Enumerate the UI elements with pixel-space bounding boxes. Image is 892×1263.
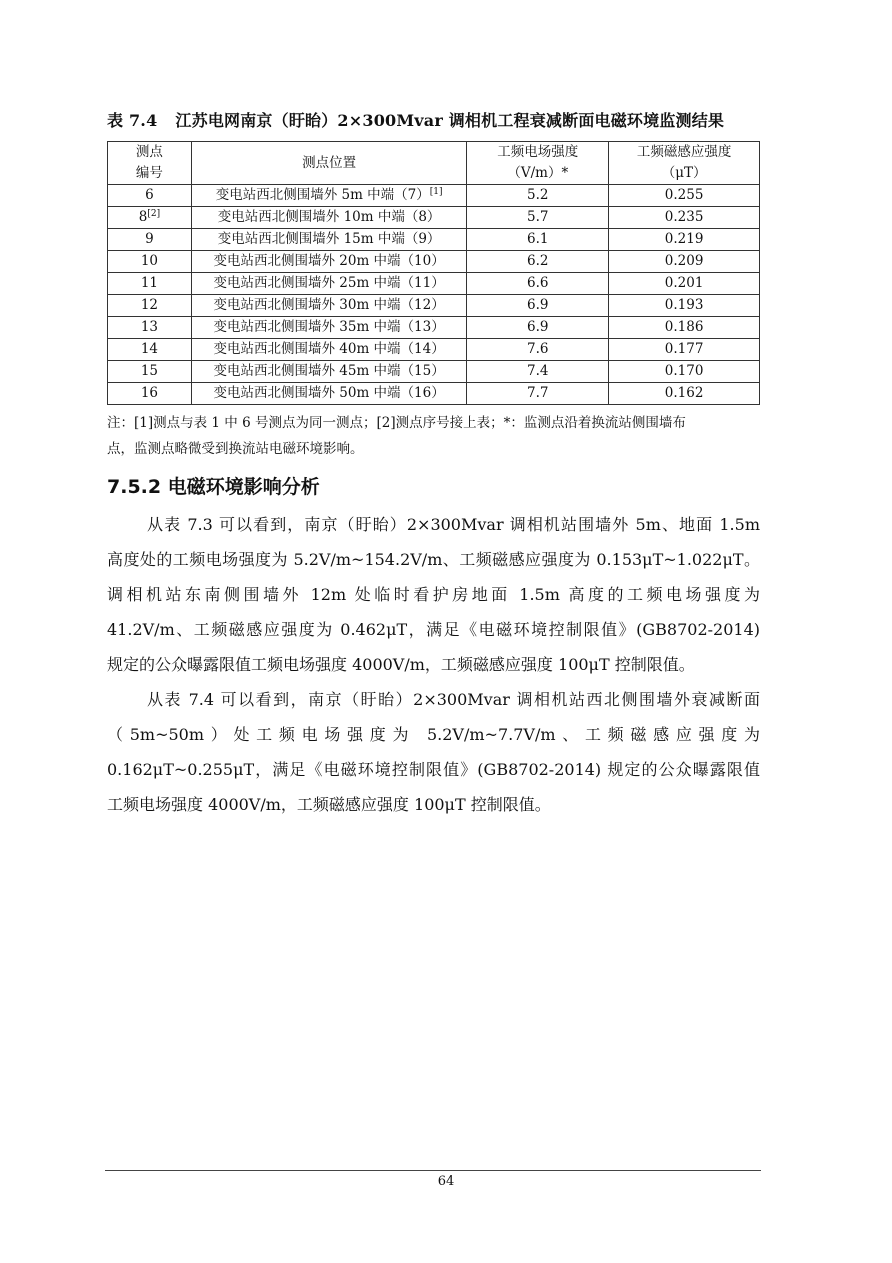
cell-e-field: 7.6 (467, 339, 609, 361)
cell-point-no: 9 (108, 229, 192, 251)
cell-e-field: 6.9 (467, 317, 609, 339)
table-note: 注：[1]测点与表 1 中 6 号测点为同一测点；[2]测点序号接上表；*：监测点沿着换流站侧围墙布 点，监测点略微受到换流站电磁环境影响。 (107, 415, 686, 457)
cell-b-field: 0.193 (609, 295, 760, 317)
cell-e-field: 6.2 (467, 251, 609, 273)
cell-point-no: 8[2] (108, 207, 192, 229)
cell-e-field: 5.7 (467, 207, 609, 229)
paragraph-line: 从表 7.4 可以看到，南京（盱眙）2×300Mvar 调相机站西北侧围墙外衰减断面 (147, 690, 760, 709)
table-body (108, 185, 760, 405)
paragraph-line: 工频电场强度 4000V/m，工频磁感应强度 100μT 控制限值。 (107, 795, 551, 814)
cell-e-field: 6.9 (467, 295, 609, 317)
header-point-no: 测点 编号 (108, 142, 192, 185)
paragraph-line: 高度处的工频电场强度为 5.2V/m~154.2V/m、工频磁感应强度为 0.153μT~1.022μT。 (107, 550, 760, 569)
paragraph-1 (107, 507, 760, 682)
cell-point-no: 15 (108, 361, 192, 383)
cell-location: 变电站西北侧围墙外 50m 中端（16） (191, 383, 467, 405)
header-b-field: 工频磁感应强度 （μT） (609, 142, 760, 185)
table-row (108, 185, 760, 207)
table-row (108, 339, 760, 361)
cell-point-no: 11 (108, 273, 192, 295)
cell-b-field: 0.201 (609, 273, 760, 295)
cell-e-field: 6.6 (467, 273, 609, 295)
cell-location: 变电站西北侧围墙外 40m 中端（14） (191, 339, 467, 361)
cell-e-field: 7.7 (467, 383, 609, 405)
monitoring-results-table (107, 141, 760, 405)
cell-location: 变电站西北侧围墙外 25m 中端（11） (191, 273, 467, 295)
cell-point-no: 10 (108, 251, 192, 273)
header-e-field: 工频电场强度 （V/m）* (467, 142, 609, 185)
table-title (107, 108, 760, 131)
cell-b-field: 0.162 (609, 383, 760, 405)
table-row (108, 251, 760, 273)
section-heading: 7.5.2 电磁环境影响分析 (107, 476, 320, 498)
page-number: 64 (437, 1174, 455, 1189)
table-row (108, 229, 760, 251)
cell-location: 变电站西北侧围墙外 20m 中端（10） (191, 251, 467, 273)
paragraph-line: 41.2V/m、工频磁感应强度为 0.462μT，满足《电磁环境控制限值》(GB8702-2014) (107, 620, 760, 639)
table-row (108, 383, 760, 405)
paragraph-line: 规定的公众曝露限值工频电场强度 4000V/m，工频磁感应强度 100μT 控制限值。 (107, 655, 695, 674)
table-row (108, 361, 760, 383)
cell-e-field: 5.2 (467, 185, 609, 207)
header-location: 测点位置 (191, 142, 467, 185)
cell-location: 变电站西北侧围墙外 30m 中端（12） (191, 295, 467, 317)
paragraph-2 (107, 682, 760, 822)
cell-e-field: 7.4 (467, 361, 609, 383)
paragraph-line: （5m~50m）处工频电场强度为 5.2V/m~7.7V/m、工频磁感应强度为 (107, 725, 760, 744)
table-number: 表 7.4 (107, 111, 158, 130)
cell-b-field: 0.170 (609, 361, 760, 383)
cell-location: 变电站西北侧围墙外 45m 中端（15） (191, 361, 467, 383)
cell-b-field: 0.219 (609, 229, 760, 251)
cell-b-field: 0.186 (609, 317, 760, 339)
cell-location: 变电站西北侧围墙外 15m 中端（9） (191, 229, 467, 251)
cell-location: 变电站西北侧围墙外 5m 中端（7）[1] (191, 185, 467, 207)
cell-point-no: 13 (108, 317, 192, 339)
table-row (108, 273, 760, 295)
cell-location: 变电站西北侧围墙外 35m 中端（13） (191, 317, 467, 339)
cell-location: 变电站西北侧围墙外 10m 中端（8） (191, 207, 467, 229)
table-row (108, 317, 760, 339)
cell-point-no: 6 (108, 185, 192, 207)
cell-b-field: 0.255 (609, 185, 760, 207)
cell-b-field: 0.235 (609, 207, 760, 229)
table-row (108, 207, 760, 229)
cell-point-no: 12 (108, 295, 192, 317)
paragraph-line: 0.162μT~0.255μT，满足《电磁环境控制限值》(GB8702-2014) 规定的公众曝露限值 (107, 760, 760, 779)
cell-b-field: 0.177 (609, 339, 760, 361)
paragraph-line: 调相机站东南侧围墙外 12m 处临时看护房地面 1.5m 高度的工频电场强度为 (107, 585, 760, 604)
cell-b-field: 0.209 (609, 251, 760, 273)
table-header-row (108, 142, 760, 185)
cell-point-no: 14 (108, 339, 192, 361)
paragraph-line: 从表 7.3 可以看到，南京（盱眙）2×300Mvar 调相机站围墙外 5m、地面 1.5m (147, 515, 760, 534)
cell-e-field: 6.1 (467, 229, 609, 251)
table-row (108, 295, 760, 317)
table-title-text: 江苏电网南京（盱眙）2×300Mvar 调相机工程衰减断面电磁环境监测结果 (175, 111, 725, 130)
footer-divider (105, 1170, 761, 1171)
cell-point-no: 16 (108, 383, 192, 405)
